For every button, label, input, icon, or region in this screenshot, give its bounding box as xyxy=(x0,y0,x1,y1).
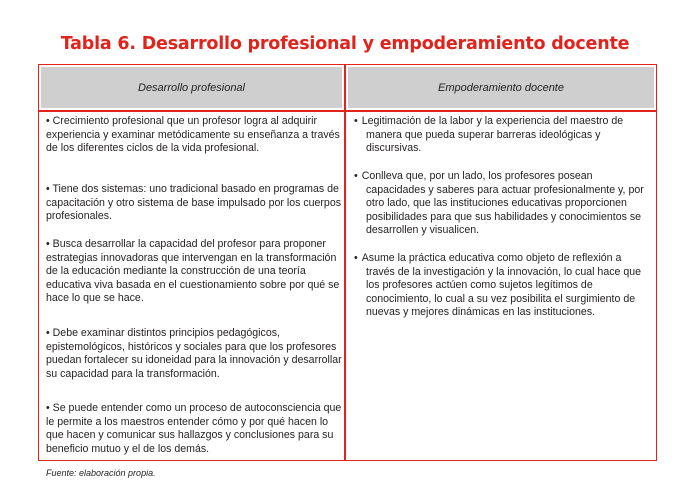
column-divider xyxy=(344,65,346,460)
list-item: • Se puede entender como un proceso de autoconsciencia que le permite a los maestros entender cómo y por qué hacen lo que hacen y comunicar sus hallazgos y conclusiones para su beneficio mutuo y el de los demás. xyxy=(46,402,342,455)
list-item: • Busca desarrollar la capacidad del profesor para proponer estrategias innovadoras que intervengan en la transformación de la educación mediante la construcción de una teoría educativa viva basada en el cuestionamiento sobre por qué se hace lo que se hace. xyxy=(46,238,340,305)
comparison-table xyxy=(38,64,657,461)
header-desarrollo-profesional: Desarrollo profesional xyxy=(41,67,342,108)
list-item: • Debe examinar distintos principios pedagógicos, epistemológicos, históricos y sociales para que los profesores puedan fortalecer su idoneidad para la innovación y desarrollar su capacidad para la transformación. xyxy=(46,327,342,380)
list-item-text: Asume la práctica educativa como objeto de reflexión a través de la investigación y la innovación, lo cual hace que los profesores actúen como sujetos legítimos de conocimiento, lo cual a su vez posibilita el surgimiento de nuevas y mejores dinámicas en las instituciones. xyxy=(361,252,642,319)
bullet: • xyxy=(354,252,358,264)
bullet: • xyxy=(354,170,358,182)
list-item xyxy=(354,252,650,320)
list-item: • Tiene dos sistemas: uno tradicional basado en programas de capacitación y otro sistema de base impulsado por los cuerpos profesionales. xyxy=(46,183,342,223)
list-item-text: Conlleva que, por un lado, los profesores posean capacidades y saberes para actuar profesionalmente y, por otro lado, que las instituciones educativas proporcionen posibilidades para que sus habilidades y conocimientos se desarrollen y visualicen. xyxy=(361,170,644,237)
list-item xyxy=(354,115,650,156)
list-item: • Crecimiento profesional que un profesor logra al adquirir experiencia y examinar metódicamente su enseñanza a través de los diferentes ciclos de la vida profesional. xyxy=(46,115,340,155)
list-item-text: Legitimación de la labor y la experiencia del maestro de manera que pueda superar barreras ideológicas y discursivas. xyxy=(361,115,624,155)
bullet: • xyxy=(354,115,358,127)
source-note: Fuente: elaboración propia. xyxy=(46,468,156,478)
list-item xyxy=(354,170,650,238)
header-empoderamiento-docente: Empoderamiento docente xyxy=(348,67,654,108)
table-title: Tabla 6. Desarrollo profesional y empoderamiento docente xyxy=(60,34,630,54)
header-divider xyxy=(39,110,656,112)
